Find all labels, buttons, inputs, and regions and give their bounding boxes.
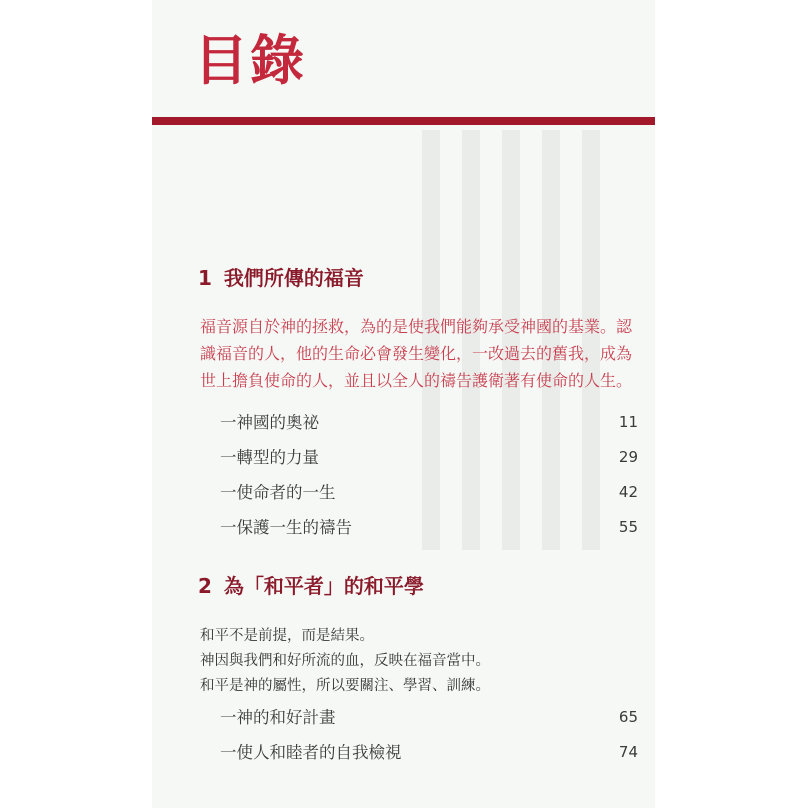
toc-entry-title: 一使人和睦者的自我檢視 (220, 743, 402, 762)
intro-line: 世上擔負使命的人，並且以全人的禱告護衛著有使命的人生。 (200, 371, 633, 390)
toc-page-number: 11 (618, 413, 638, 431)
toc-page-number: 74 (618, 743, 638, 761)
intro-line: 識福音的人，他的生命必會發生變化，一改過去的舊我，成為 (200, 344, 633, 363)
chapter-number: 1 (198, 266, 212, 290)
toc-entry-title: 一保護一生的禱告 (220, 518, 352, 537)
chapter-number: 2 (198, 574, 212, 598)
intro-line: 和平是神的屬性，所以要關注、學習、訓練。 (200, 678, 490, 694)
toc-entry[interactable] (220, 440, 638, 475)
toc-page-number: 42 (618, 483, 638, 501)
toc-entry-title: 一神國的奧祕 (220, 413, 319, 432)
toc-entry-title: 一轉型的力量 (220, 448, 319, 467)
toc-entry-title: 一使命者的一生 (220, 483, 336, 502)
page-title: 目錄 (194, 28, 306, 92)
toc-entry[interactable] (220, 405, 638, 440)
toc-page-number: 29 (618, 448, 638, 466)
intro-line: 和平不是前提，而是結果。 (200, 628, 374, 644)
toc-entry[interactable] (220, 510, 638, 545)
chapter-1-heading (198, 262, 364, 291)
chapter-2-entries (220, 700, 638, 770)
toc-entry[interactable] (220, 700, 638, 735)
chapter-title: 為「和平者」的和平學 (223, 574, 424, 598)
chapter-title: 我們所傳的福音 (223, 266, 364, 290)
title-divider (152, 117, 655, 125)
chapter-1-entries (220, 405, 638, 545)
toc-entry[interactable] (220, 475, 638, 510)
intro-line: 福音源自於神的拯救，為的是使我們能夠承受神國的基業。認 (200, 317, 633, 336)
chapter-1-intro (200, 313, 640, 394)
toc-entry-title: 一神的和好計畫 (220, 708, 336, 727)
toc-entry[interactable] (220, 735, 638, 770)
toc-page-number: 55 (618, 518, 638, 536)
chapter-2-intro (200, 624, 640, 699)
toc-page-number: 65 (618, 708, 638, 726)
intro-line: 神因與我們和好所流的血，反映在福音當中。 (200, 653, 490, 669)
book-page (152, 0, 655, 808)
chapter-2-heading (198, 570, 424, 599)
